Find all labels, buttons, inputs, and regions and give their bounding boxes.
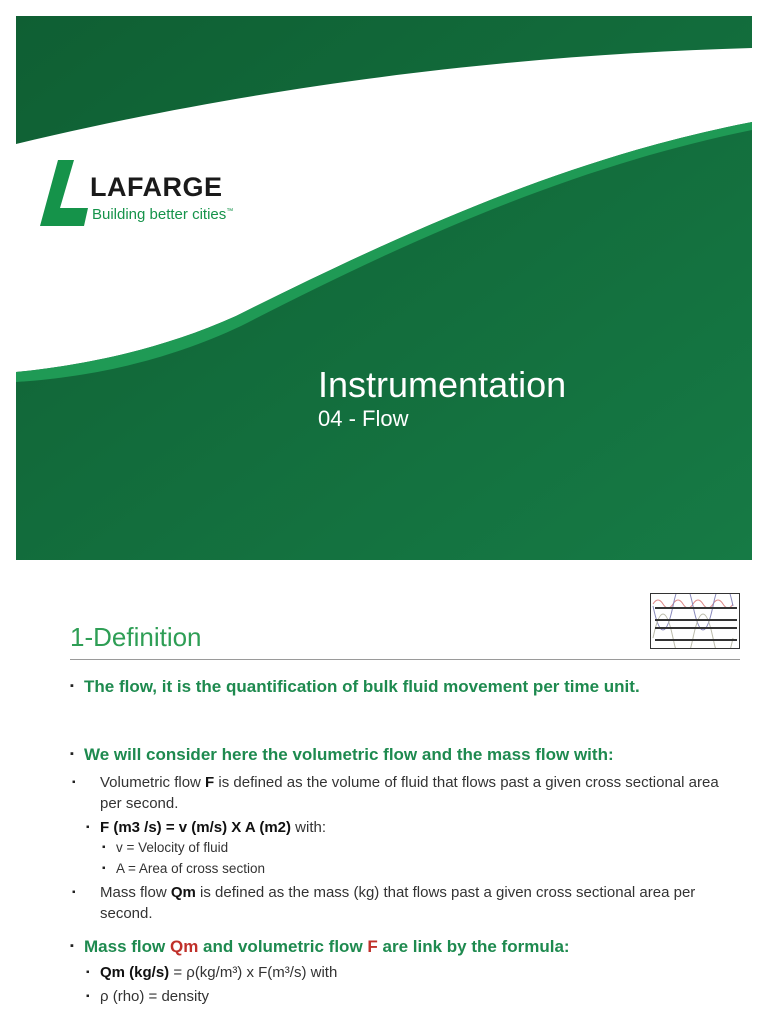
bullet-flow-definition: ▪ The flow, it is the quantification of bulk fluid movement per time unit. (70, 677, 640, 696)
section-title: 1-Definition (70, 622, 202, 652)
sub-bullet-velocity: ▪ v = Velocity of fluid (102, 840, 229, 855)
logo-wordmark: LAFARGE (90, 172, 223, 202)
cover-background (16, 16, 752, 560)
logo-tagline: Building better cities™ (92, 206, 234, 223)
bullet-rho: ▪ ρ (rho) = density (86, 988, 209, 1005)
logo-l-icon (40, 160, 90, 226)
bullet-mass-flow: ▪ Mass flow Qm is defined as the mass (kg) that flows past a given cross sectional area per second. (72, 884, 696, 922)
sub-bullet-area: ▪ A = Area of cross section (102, 861, 265, 876)
lafarge-logo (40, 160, 280, 230)
bullet-volumetric-flow: ▪ Volumetric flow F is defined as the volume of fluid that flows past a given cross sectional area per second. (72, 774, 719, 812)
presentation-subtitle: 04 - Flow (318, 406, 409, 431)
bullet-qm-formula: ▪ Qm (kg/s) = ρ(kg/m³) x F(m³/s) with (86, 964, 338, 981)
presentation-title: Instrumentation (318, 364, 567, 405)
bullet-formula-f: ▪ F (m3 /s) = v (m/s) X A (m2) with: (86, 819, 327, 836)
cover-slide (16, 16, 752, 560)
waveform-icon (650, 593, 740, 649)
bullet-link-formula: ▪ Mass flow Qm and volumetric flow F are link by the formula: (70, 937, 570, 956)
bullet-consider: ▪ We will consider here the volumetric flow and the mass flow with: (70, 745, 614, 764)
title-divider (70, 659, 740, 660)
